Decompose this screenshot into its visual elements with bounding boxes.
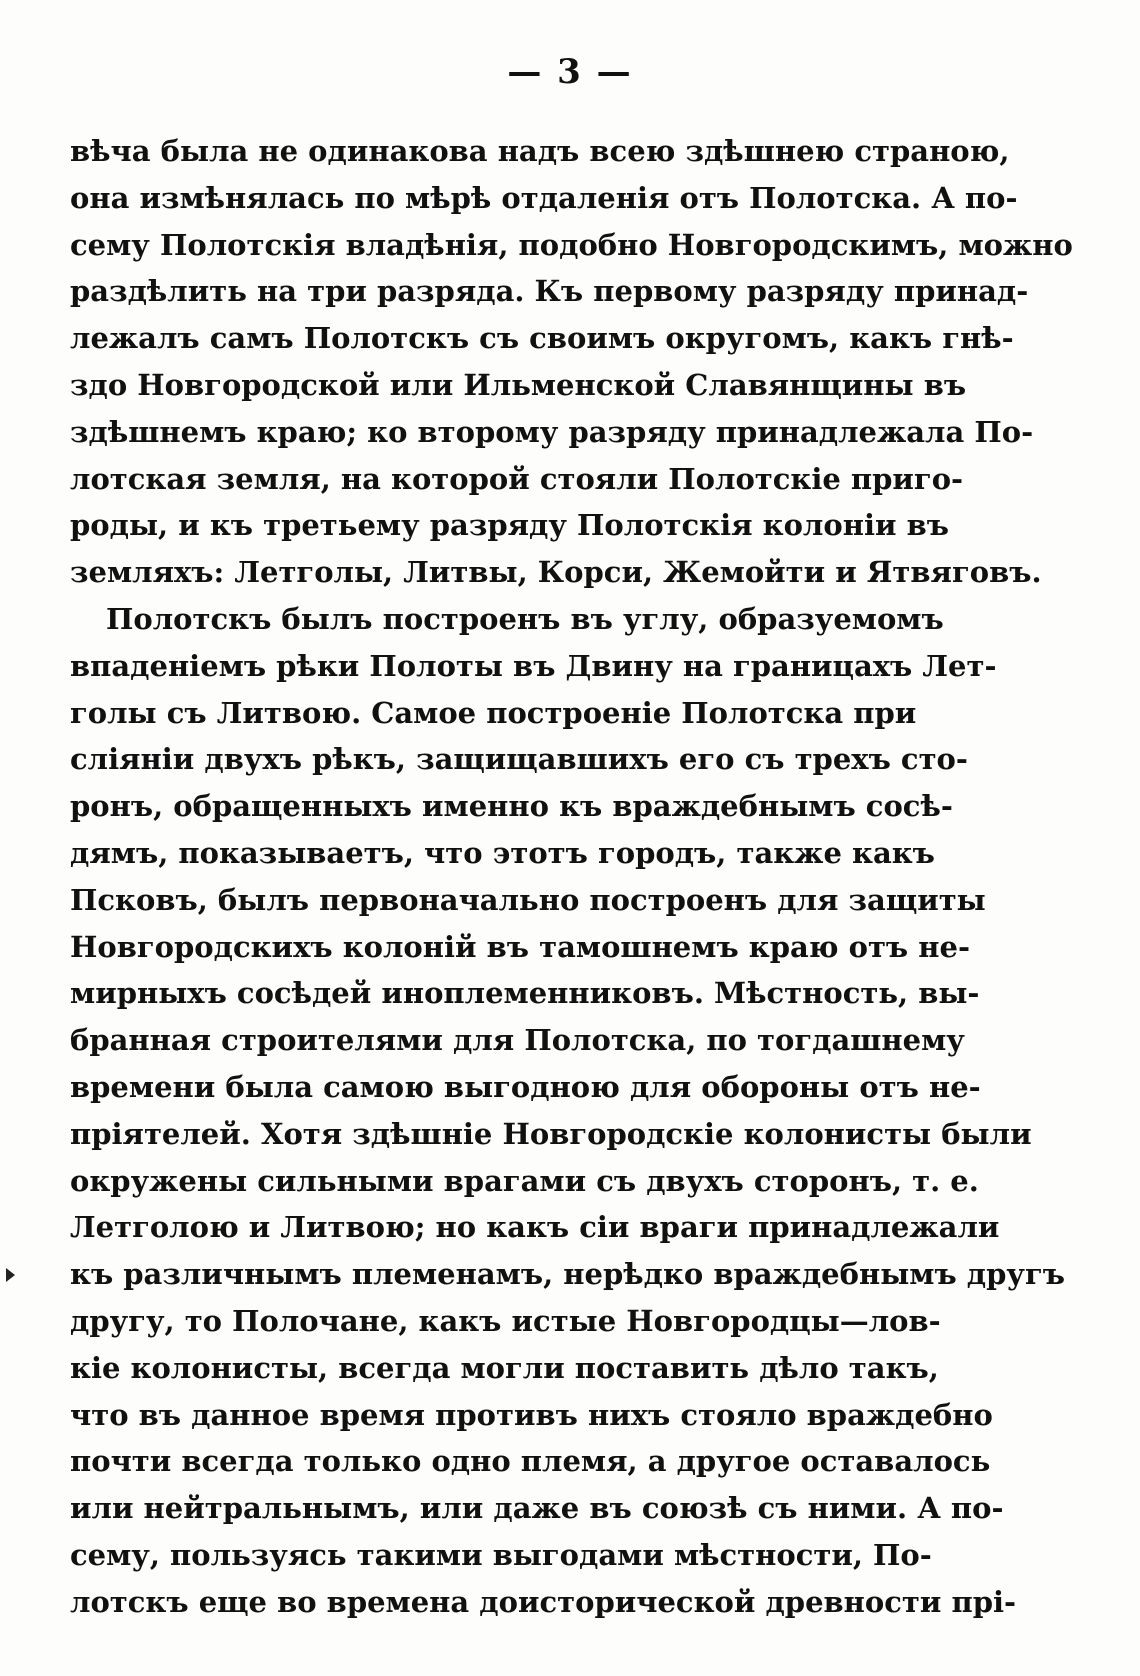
text-line: или нейтральнымъ, или даже въ союзѣ съ ними. А по- bbox=[70, 1491, 1004, 1526]
text-line: кіе колонисты, всегда могли поставить дѣло такъ, bbox=[70, 1350, 939, 1385]
text-line: дямъ, показываетъ, что этотъ городъ, также какъ bbox=[70, 835, 935, 870]
text-line: къ различнымъ племенамъ, нерѣдко враждебнымъ другъ bbox=[70, 1257, 1065, 1292]
text-line: другу, то Полочане, какъ истые Новгородцы—лов- bbox=[70, 1303, 941, 1338]
text-line: сему Полотскія владѣнія, подобно Новгородскимъ, можно bbox=[70, 227, 1073, 262]
text-line: роды, и къ третьему разряду Полотскія колоніи въ bbox=[70, 508, 949, 543]
margin-arrow-mark bbox=[6, 1268, 15, 1282]
text-line: что въ данное время противъ нихъ стояло враждебно bbox=[70, 1397, 993, 1432]
text-line: земляхъ: Летголы, Литвы, Корси, Жемойти и Ятвяговъ. bbox=[70, 555, 1042, 590]
text-line: почти всегда только одно племя, а другое оставалось bbox=[70, 1444, 991, 1479]
text-line: голы съ Литвою. Самое построеніе Полотска при bbox=[70, 695, 917, 730]
text-line: сему, пользуясь такими выгодами мѣстности, По- bbox=[70, 1537, 932, 1572]
page-number: — 3 — bbox=[507, 52, 633, 92]
text-line: раздѣлить на три разряда. Къ первому разряду принад- bbox=[70, 274, 1029, 309]
text-line: вѣча была не одинакова надъ всею здѣшнею страною, bbox=[70, 134, 1010, 168]
text-line: здѣшнемъ краю; ко второму разряду принадлежала По- bbox=[70, 414, 1034, 449]
text-line: окружены сильными врагами съ двухъ сторонъ, т. е. bbox=[70, 1163, 979, 1198]
text-line: впаденіемъ рѣки Полоты въ Двину на границахъ Лет- bbox=[70, 648, 997, 683]
text-line: лотская земля, на которой стояли Полотскіе приго- bbox=[70, 461, 964, 496]
body-text bbox=[70, 128, 1073, 1626]
text-line: времени была самою выгодною для обороны отъ не- bbox=[70, 1069, 981, 1104]
text-line: сліяніи двухъ рѣкъ, защищавшихъ его съ трехъ сто- bbox=[70, 742, 968, 777]
text-line: Псковъ, былъ первоначально построенъ для защиты bbox=[70, 882, 986, 917]
text-line: Летголою и Литвою; но какъ сіи враги принадлежали bbox=[70, 1210, 1000, 1245]
text-line: пріятелей. Хотя здѣшніе Новгородскіе колонисты были bbox=[70, 1116, 1032, 1151]
text-line: Полотскъ былъ построенъ въ углу, образуемомъ bbox=[106, 601, 944, 636]
text-line: лотскъ еще во времена доисторической древности прі- bbox=[70, 1584, 1017, 1619]
text-line: Новгородскихъ колоній въ тамошнемъ краю отъ не- bbox=[70, 929, 970, 964]
text-line: она измѣнялась по мѣрѣ отдаленія отъ Полотска. А по- bbox=[70, 180, 1018, 215]
text-line: здо Новгородской или Ильменской Славянщины въ bbox=[70, 367, 967, 402]
text-line: бранная строителями для Полотска, по тогдашнему bbox=[70, 1023, 965, 1058]
text-line: ронъ, обращенныхъ именно къ враждебнымъ сосѣ- bbox=[70, 789, 953, 824]
text-line: мирныхъ сосѣдей иноплеменниковъ. Мѣстность, вы- bbox=[70, 976, 980, 1011]
text-line: лежалъ самъ Полотскъ съ своимъ округомъ, какъ гнѣ- bbox=[70, 321, 1014, 356]
